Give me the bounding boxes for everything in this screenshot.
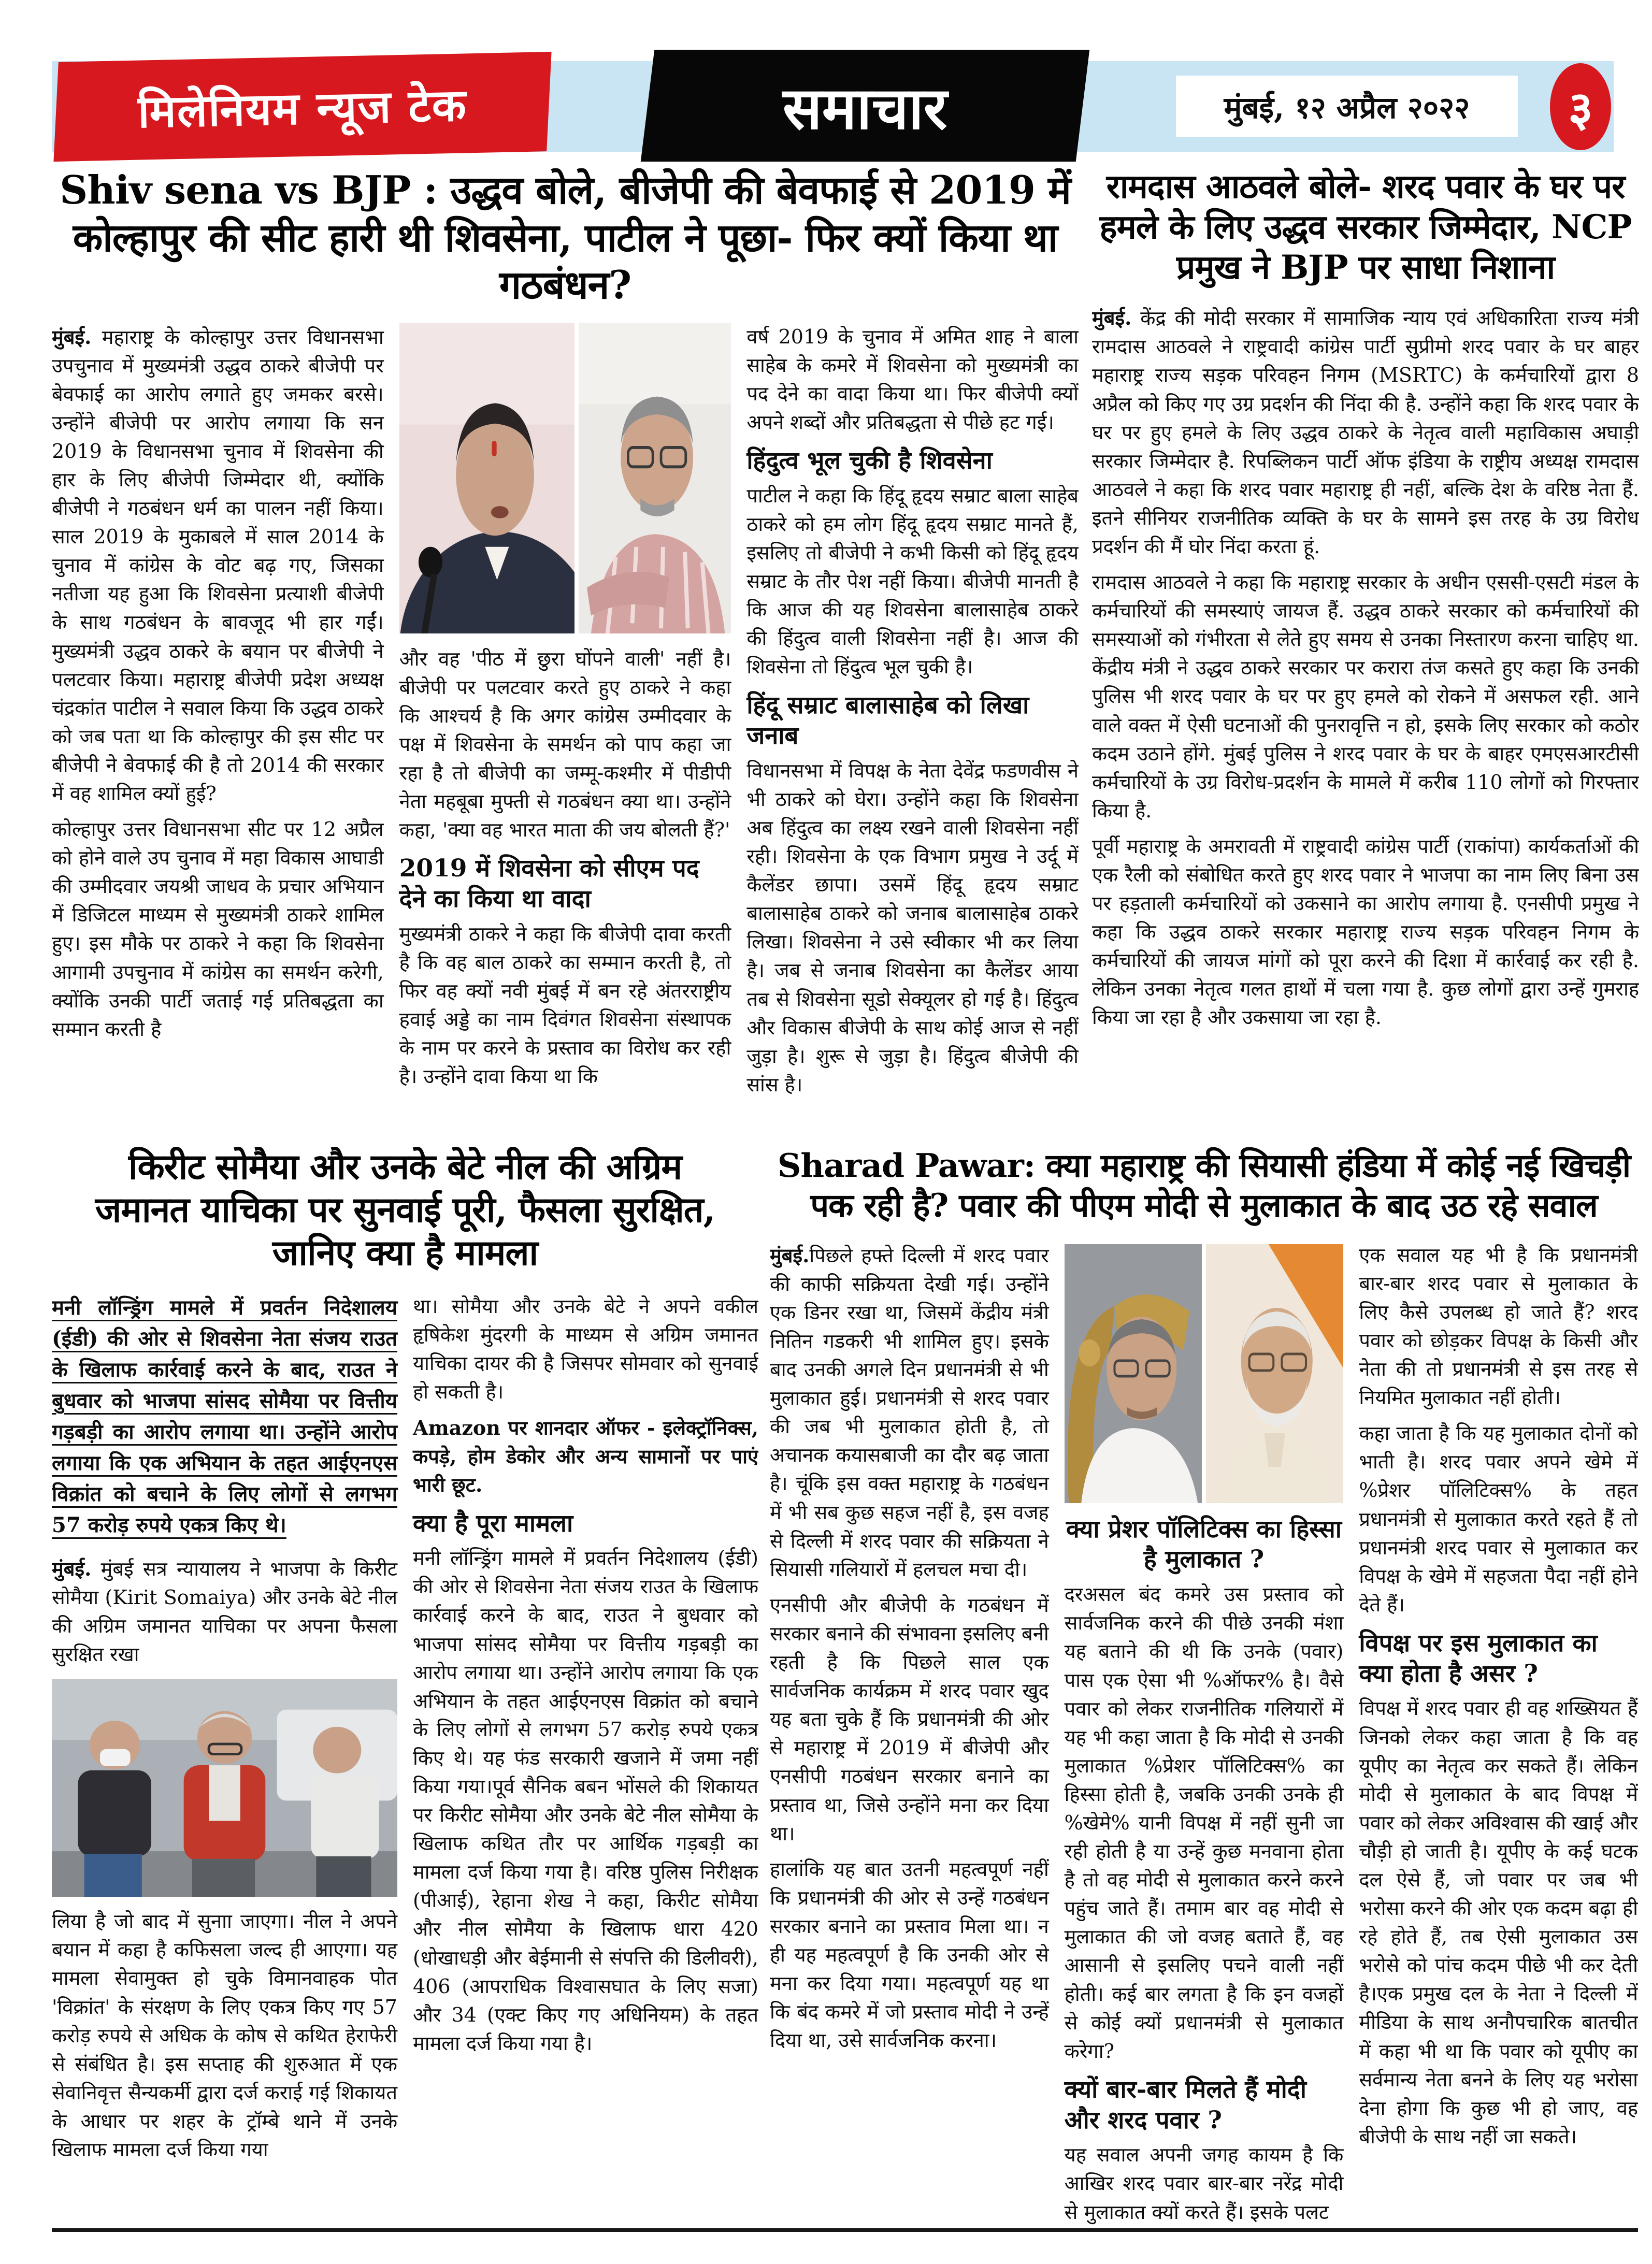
paragraph: पूर्वी महाराष्ट्र के अमरावती में राष्ट्रवादी कांग्रेस पार्टी (राकांपा) कार्यकर्ताओं की एक रैली को संबोधित करते हुए शरद पवार ने भाजपा का नाम लिए बिना उस पर हड़ताली कर्मचारियों को उकसाने का आरोप लगाया है. एनसीपी प्रमुख ने कहा कि उद्धव ठाकरे सरकार महाराष्ट्र राज्य सड़क परिवहन निगम के कर्मचारियों की जायज मांगों को पूरा करने की दिशा में कार्रवाई कर रही है. लेकिन उनका नेतृत्व गलत हाथों में चला गया है. कुछ लोगों द्वारा उन्हें गुमराह किया जा रहा है और उकसाया जा रहा है.: [1092, 834, 1639, 1029]
subhead: 2019 में शिवसेना को सीएम पद देने का किया था वादा: [399, 854, 699, 913]
paragraph: एनसीपी और बीजेपी के गठबंधन में सरकार बनाने की संभावना इसलिए बनी रहती है कि पिछले साल एक सार्वजनिक कार्यक्रम में शरद पवार खुद यह बता चुके हैं कि प्रधानमंत्री की ओर से महाराष्ट्र में 2019 में बीजेपी और एनसीपी गठबंधन सरकार बनाने का प्रस्ताव था, जिसे उन्होंने मना कर दिया था।: [770, 1593, 1049, 1845]
paragraph: रामदास आठवले ने कहा कि महाराष्ट्र सरकार के अधीन एससी-एसटी मंडल के कर्मचारियों की समस्याएं जायज हैं. उद्धव ठाकरे सरकार को कर्मचारियों की समस्याओं को गंभीरता से लेते हुए समय से उनका निस्तारण करना चाहिए था. केंद्रीय मंत्री ने उद्धव ठाकरे सरकार पर करारा तंज कसते हुए कहा कि उनकी पुलिस भी शरद पवार के घर पर हुए हमले को रोकने में असफल रही. आने वाले वक्त में ऐसी घटनाओं की पुनरावृत्ति न हो, इसके लिए सरकार को कठोर कदम उठाने होंगे. मुंबई पुलिस ने शरद पवार के घर के बाहर एमएसआरटीसी कर्मचारियों के उग्र विरोध-प्रदर्शन के मामले में करीब 110 लोगों को गिरफ्तार किया है.: [1092, 571, 1639, 822]
dateline-prefix: मुंबई.: [52, 325, 92, 349]
article-column: [399, 323, 731, 1099]
paragraph: वर्ष 2019 के चुनाव में अमित शाह ने बाला साहेब के कमरे में शिवसेना को मुख्यमंत्री का पद देने का वादा किया था। फिर बीजेपी क्यों अपने शब्दों और प्रतिबद्धता से पीछे हट गई।: [746, 325, 1079, 434]
paragraph: हालांकि यह बात उतनी महत्वपूर्ण नहीं कि प्रधानमंत्री की ओर से उन्हें गठबंधन सरकार बनाने का प्रस्ताव मिला था। न ही यह महत्वपूर्ण है कि उनकी ओर से मना कर दिया गया। महत्वपूर्ण यह था कि बंद कमरे में जो प्रस्ताव मोदी ने उन्हें दिया था, उसे सार्वजनिक करना।: [770, 1857, 1049, 2052]
paragraph: यह सवाल अपनी जगह कायम है कि आखिर शरद पवार बार-बार नरेंद्र मोदी से मुलाकात क्यों करते हैं। इसके पलट: [1064, 2143, 1344, 2224]
paragraph: कोल्हापुर उत्तर विधानसभा सीट पर 12 अप्रैल को होने वाले उप चुनाव में महा विकास आघाडी की उम्मीदवार जयश्री जाधव के प्रचार अभियान में डिजिटल माध्यम से मुख्यमंत्री ठाकरे शामिल हुए। इस मौके पर ठाकरे ने कहा कि शिवसेना आगामी उपचुनाव में कांग्रेस का समर्थन करेगी, क्योंकि उनकी पार्टी जताई गई प्रतिबद्धता का सम्मान करती है: [52, 818, 384, 1041]
article-pawar-modi: [770, 1146, 1638, 2227]
photo-pawar: [1065, 1244, 1202, 1503]
article-column: [413, 1292, 758, 2164]
paragraph: महाराष्ट्र के कोल्हापुर उत्तर विधानसभा उपचुनाव में मुख्यमंत्री उद्धव ठाकरे बीजेपी पर बेवफाई का आरोप लगाते हुए जमकर बरसे। उन्होंने बीजेपी पर आरोप लगाया कि सन 2019 के विधानसभा चुनाव में शिवसेना की हार के लिए बीजेपी जिम्मेदार थी, क्योंकि बीजेपी ने गठबंधन धर्म का पालन नहीं किया। साल 2019 के मुकाबले में साल 2014 के चुनाव में कांग्रेस के वोट बढ़ गए, जिसका नतीजा यह हुआ कि शिवसेना प्रत्याशी बीजेपी के साथ गठबंधन के बावजूद भी हार गईं। मुख्यमंत्री उद्धव ठाकरे के बयान पर बीजेपी ने पलटवार किया। महाराष्ट्र बीजेपी प्रदेश अध्यक्ष चंद्रकांत पाटील ने सवाल किया कि उद्धव ठाकरे को जब पता था कि कोल्हापुर की इस सीट पर बीजेपी ने बेवफाई की है तो 2014 की सरकार में वह शामिल क्यों हुई?: [52, 325, 384, 805]
masthead-box: [641, 50, 1090, 162]
page-number-badge: [1550, 63, 1611, 150]
photo-somaiya: [52, 1679, 397, 1897]
masthead-title: समाचार: [783, 74, 947, 142]
subhead: क्या प्रेशर पॉलिटिक्स का हिस्सा है मुलाकात ?: [1066, 1515, 1342, 1574]
subhead: विपक्ष पर इस मुलाकात का क्या होता है असर ?: [1359, 1628, 1598, 1688]
article-headline: किरीट सोमैया और उनके बेटे नील की अग्रिम जमानत याचिका पर सुनवाई पूरी, फैसला सुरक्षित, जानिए क्या है मामला: [95, 1146, 715, 1274]
article-column: [1065, 1241, 1344, 2227]
article-column: [52, 323, 384, 1099]
page-bottom-rule: [52, 2228, 1638, 2232]
lead-paragraph: मनी लॉन्ड्रिंग मामले में प्रवर्तन निदेशालय (ईडी) की ओर से शिवसेना नेता संजय राउत के खिलाफ कार्रवाई करने के बाद, राउत ने बुधवार को भाजपा सांसद सोमैया पर वित्तीय गड़बड़ी का आरोप लगाया था। उन्होंने आरोप लगाया कि एक अभियान के तहत आईएनएस विक्रांत को बचाने के लिए लोगों से लगभग 57 करोड़ रुपये एकत्र किए थे।: [52, 1295, 397, 1537]
dateline-prefix: मुंबई.: [770, 1243, 810, 1267]
masthead-band: [52, 61, 1614, 152]
page-number: ३: [1568, 80, 1593, 137]
paragraph: एक सवाल यह भी है कि प्रधानमंत्री बार-बार शरद पवार से मुलाकात के लिए कैसे उपलब्ध हो जाते हैं? शरद पवार को छोड़कर विपक्ष के किसी और नेता की तो प्रधानमंत्री से इस तरह से नियमित मुलाकात नहीं होती।: [1359, 1243, 1638, 1409]
subhead: क्या है पूरा मामला: [413, 1509, 573, 1538]
article-shivsena-vs-bjp: [52, 167, 1079, 1145]
photo-fadnavis: [399, 323, 574, 633]
article-headline: रामदास आठवले बोले- शरद पवार के घर पर हमले के लिए उद्धव सरकार जिम्मेदार, NCP प्रमुख ने BJP पर साधा निशाना: [1099, 167, 1632, 287]
dateline-prefix: मुंबई.: [52, 1556, 92, 1580]
brand-title: मिलेनियम न्यूज टेक: [137, 78, 468, 138]
paragraph: लिया है जो बाद में सुनाा जाएगा। नील ने अपने बयान में कहा है कफिसला जल्द ही आएगा। यह मामला सेवामुक्त हो चुके विमानवाहक पोत 'विक्रांत' के संरक्षण के लिए एकत्र किए गए 57 करोड़ रुपये से अधिक के कोष से कथित हेराफेरी से संबंधित है। इस सप्ताह की शुरुआत में एक सेवानिवृत्त सैन्यकर्मी द्वारा दर्ज कराई गई शिकायत के आधार पर शहर के ट्रॉम्बे थाने में उनके खिलाफ मामला दर्ज किया गया: [52, 1910, 397, 2161]
article-column: [1359, 1241, 1638, 2227]
subhead: हिंदू सम्राट बालासाहेब को लिखा जनाब: [746, 691, 1029, 751]
article-athawale: [1092, 167, 1639, 1145]
article-headline: Shiv sena vs BJP : उद्धव बोले, बीजेपी की बेवफाई से 2019 में कोल्हापुर की सीट हारी थी शिवसेना, पाटील ने पूछा- फिर क्यों किया था गठबंधन?: [60, 167, 1071, 308]
dateline-text: मुंबई, १२ अप्रैल २०२२: [1224, 90, 1470, 125]
paragraph: दरअसल बंद कमरे उस प्रस्ताव को सार्वजनिक करने की पीछे उनकी मंशा यह बताने की थी कि उनके (पवार) पास एक ऐसा भी %ऑफर% है। वैसे पवार को लेकर राजनीतिक गलियारों में यह भी कहा जाता है कि मोदी से उनकी मुलाकात %प्रेशर पॉलिटिक्स% का हिस्सा होती है, जबकि उनकी उनके ही %खेमे% यानी विपक्ष में नहीं सुनी जा रही होती है या उन्हें कुछ मनवाना होता है तो वह मोदी से मुलाकात करने करने पहुंच जाते हैं। तमाम बार वह मोदी से मुलाकात की जो वजह बताते हैं, वह आसानी से इसलिए पचने वाली नहीं होती। कई बार लगता है कि इन वजहों से कोई क्यों प्रधानमंत्री से मुलाकात करेगा?: [1064, 1583, 1344, 2063]
ad-text: Amazon पर शानदार ऑफर - इलेक्ट्रॉनिक्स, कपड़े, होम डेकोर और अन्य सामानों पर पाएं भारी छूट.: [413, 1416, 758, 1497]
article-somaiya: [52, 1146, 758, 2227]
paragraph: केंद्र की मोदी सरकार में सामाजिक न्याय एवं अधिकारिता राज्य मंत्री रामदास आठवले ने राष्ट्रवादी कांग्रेस पार्टी सुप्रीमो शरद पवार के घर बाहर महाराष्ट्र राज्य सड़क परिवहन निगम (MSRTC) के कर्मचारियों द्वारा 8 अप्रैल को किए गए उग्र प्रदर्शन की निंदा की है. उन्होंने कहा कि शरद पवार के घर पर हुए हमले के लिए उद्धव ठाकरे के नेतृत्व वाली महाविकास अघाड़ी सरकार जिम्मेदार है. रिपब्लिकन पार्टी ऑफ इंडिया के राष्ट्रीय अध्यक्ष रामदास आठवले ने कहा कि शरद पवार महाराष्ट्र ही नहीं, बल्कि देश के वरिष्ठ नेता हैं. इतने सीनियर राजनीतिक व्यक्ति के घर के सामने इस तरह के उग्र विरोध प्रदर्शन की मैं घोर निंदा करता हूं.: [1092, 307, 1639, 558]
subhead: क्यों बार-बार मिलते हैं मोदी और शरद पवार ?: [1064, 2075, 1306, 2135]
paragraph: पिछले हफ्ते दिल्ली में शरद पवार की काफी सक्रियता देखी गई। उन्होंने एक डिनर रखा था, जिसमें केंद्रीय मंत्री नितिन गडकरी भी शामिल हुए। इसके बाद उनकी अगले दिन प्रधानमंत्री से भी मुलाकात हुई। प्रधानमंत्री से शरद पवार की जब भी मुलाकात होती है, तो अचानक कयासबाजी का दौर बढ़ जाता है। चूंकि इस वक्त महाराष्ट्र के गठबंधन में भी सब कुछ सहज नहीं है, इस वजह से दिल्ली में शरद पवार की सक्रियता ने सियासी गलियारों में हलचल मचा दी।: [770, 1244, 1049, 1581]
paragraph: था। सोमैया और उनके बेटे ने अपने वकील हृषिकेश मुंदरगी के माध्यम से अग्रिम जमानत याचिका दायर की है जिसपर सोमवार को सुनवाई हो सकती है।: [413, 1294, 758, 1404]
dateline-box: [1176, 76, 1518, 137]
article-column: [52, 1292, 397, 2164]
article-column: [746, 323, 1079, 1099]
paragraph: विधानसभा में विपक्ष के नेता देवेंद्र फडणवीस ने भी ठाकरे को घेरा। उन्होंने कहा कि शिवसेना अब हिंदुत्व का लक्ष्य रखने वाली शिवसेना नहीं रही। शिवसेना के एक विभाग प्रमुख ने उर्दू में कैलेंडर छापा। उसमें हिंदू हृदय सम्राट बालासाहेब ठाकरे को जनाब बालासाहेब ठाकरे लिखा। शिवसेना ने उसे स्वीकार भी कर लिया है। जब से जनाब शिवसेना का कैलेंडर आया तब से शिवसेना सूडो सेक्यूलर हो गई है। हिंदुत्व और विकास बीजेपी के साथ कोई आज से नहीं जुड़ा है। शुरू से जुड़ा है। हिंदुत्व बीजेपी की सांस है।: [746, 759, 1079, 1096]
dateline-prefix: मुंबई.: [1092, 306, 1132, 330]
paragraph: मुंबई सत्र न्यायालय ने भाजपा के किरीट सोमैया (Kirit Somaiya) और उनके बेटे नील की अग्रिम जमानत याचिका पर अपना फैसला सुरक्षित रखा: [52, 1557, 397, 1666]
paragraph: विपक्ष में शरद पवार ही वह शख्सियत हैं जिनको लेकर कहा जाता है कि वह यूपीए का नेतृत्व कर सकते हैं। लेकिन मोदी से मुलाकात के बाद विपक्ष में पवार को लेकर अविश्वास की खाई और चौड़ी हो जाती है। यूपीए के कई घटक दल ऐसे हैं, जो पवार पर जब भी भरोसा करने की ओर एक कदम बढ़ा ही रहे होते हैं, तब ऐसी मुलाकात उस भरोसे को पांच कदम पीछे भी कर देती है।एक प्रमुख दल के नेता ने दिल्ली में मीडिया के साथ अनौपचारिक बातचीत में कहा भी था कि पवार को यूपीए का सर्वमान्य नेता बनने के लिए यह भरोसा देना होगा कि कुछ भी हो जाए, वह बीजेपी के साथ नहीं जा सकते।: [1359, 1697, 1638, 2148]
photo-modi: [1206, 1244, 1343, 1503]
article-column: [770, 1241, 1049, 2227]
paragraph: मुख्यमंत्री ठाकरे ने कहा कि बीजेपी दावा करती है कि वह बाल ठाकरे का सम्मान करती है, तो फिर वह क्यों नवी मुंबई में बन रहे अंतरराष्ट्रीय हवाई अड्डे का नाम दिवंगत शिवसेना संस्थापक के नाम पर करने के प्रस्ताव का विरोध कर रही है। उन्होंने दावा किया था कि: [399, 922, 731, 1088]
article-headline: Sharad Pawar: क्या महाराष्ट्र की सियासी हंडिया में कोई नई खिचड़ी पक रही है? पवार की पीएम मोदी से मुलाकात के बाद उठ रहे सवाल: [777, 1146, 1631, 1224]
paragraph: कहा जाता है कि यह मुलाकात दोनों को भाती है। शरद पवार अपने खेमे में %प्रेशर पॉलिटिक्स% के तहत प्रधानमंत्री से मुलाकात करते रहते हैं तो प्रधानमंत्री शरद पवार से मुलाकात कर विपक्ष के खेमे में सहजता पैदा नहीं होने देते हैं।: [1359, 1422, 1638, 1616]
paragraph: पाटील ने कहा कि हिंदू हृदय सम्राट बाला साहेब ठाकरे को हम लोग हिंदू हृदय सम्राट मानते हैं, इसलिए तो बीजेपी ने कभी किसी को हिंदू हृदय सम्राट के तौर पेश नहीं किया। बीजेपी मानती है कि आज की यह शिवसेना बालासाहेब ठाकरे की हिंदुत्व वाली शिवसेना नहीं है। आज की शिवसेना तो हिंदुत्व भूल चुकी है।: [746, 484, 1079, 679]
photo-uddhav: [579, 323, 731, 633]
paragraph: मनी लॉन्ड्रिंग मामले में प्रवर्तन निदेशालय (ईडी) की ओर से शिवसेना नेता संजय राउत के खिलाफ कार्रवाई करने के बाद, राउत ने बुधवार को भाजपा सांसद सोमैया पर वित्तीय गड़बड़ी का आरोप लगाया था। उन्होंने आरोप लगाया कि एक अभियान के तहत आईएनएस विक्रांत को बचाने के लिए लोगों से लगभग 57 करोड़ रुपये एकत्र किए थे। यह फंड सरकारी खजाने में जमा नहीं किया गया।पूर्व सैनिक बबन भोंसले की शिकायत पर किरीट सोमैया और उनके बेटे नील सोमैया के खिलाफ कथित तौर पर आर्थिक गड़बड़ी का मामला दर्ज किया गया है। वरिष्ठ पुलिस निरीक्षक (पीआई), रेहाना शेख ने कहा, किरीट सोमैया और नील सोमैया के खिलाफ धारा 420 (धोखाधड़ी और बेईमानी से संपत्ति की डिलीवरी), 406 (आपराधिक विश्वासघात के लिए सजा) और 34 (एक्ट किए गए अधिनियम) के तहत मामला दर्ज किया गया है।: [413, 1547, 758, 2055]
subhead: हिंदुत्व भूल चुकी है शिवसेना: [746, 446, 993, 475]
paragraph: और वह 'पीठ में छुरा घोंपने वाली' नहीं है। बीजेपी पर पलटवार करते हुए ठाकरे ने कहा कि आश्चर्य है कि अगर कांग्रेस उम्मीदवार के पक्ष में शिवसेना के समर्थन को पाप कहा जा रहा है तो बीजेपी का जम्मू-कश्मीर में पीडीपी नेता महबूबा मुफ्ती से गठबंधन क्या था। उन्होंने कहा, 'क्या वह भारत माता की जय बोलती हैं?': [399, 647, 731, 842]
brand-box: [53, 52, 551, 162]
